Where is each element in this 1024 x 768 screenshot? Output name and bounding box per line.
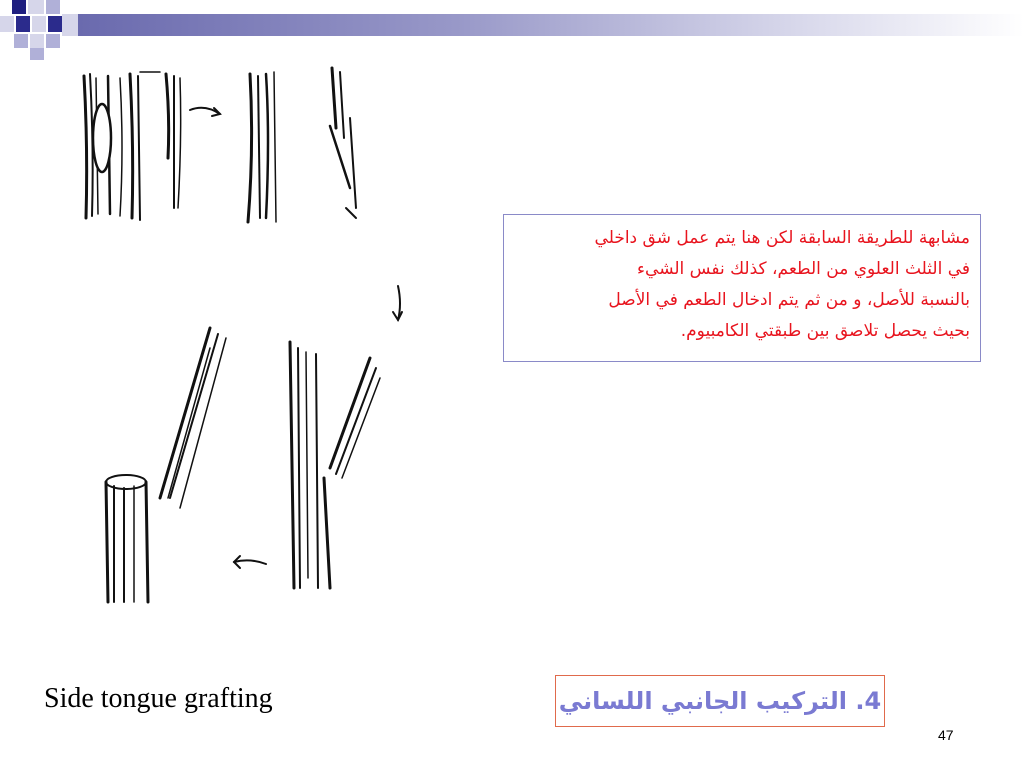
deco-square <box>30 48 44 60</box>
scion-piece <box>166 72 276 222</box>
deco-square <box>16 16 30 32</box>
deco-square <box>0 16 14 32</box>
page-number: 47 <box>938 727 954 743</box>
deco-square <box>46 34 60 48</box>
deco-square <box>12 0 26 14</box>
joined-graft-right <box>290 342 380 588</box>
deco-square <box>48 16 62 32</box>
wedge-piece <box>330 68 356 218</box>
description-line: في الثلث العلوي من الطعم، كذلك نفس الشيء <box>637 259 970 279</box>
arabic-title: 4. التركيب الجانبي اللساني <box>555 675 885 727</box>
deco-square <box>32 16 46 32</box>
header-decoration <box>0 0 1024 60</box>
joined-graft-left <box>106 328 226 602</box>
deco-square <box>46 0 60 14</box>
grafting-illustration-icon <box>80 58 410 608</box>
stock-with-cut <box>84 72 160 220</box>
description-line: مشابهة للطريقة السابقة لكن هنا يتم عمل شق داخلي <box>594 228 970 248</box>
description-line: بحيث يحصل تلاصق بين طبقتي الكامبيوم. <box>680 321 970 341</box>
deco-square <box>28 0 44 14</box>
deco-square <box>62 14 78 36</box>
english-caption: Side tongue grafting <box>44 683 273 714</box>
deco-square <box>30 34 44 48</box>
header-gradient-bar <box>78 14 1024 36</box>
deco-square <box>14 34 28 48</box>
description-line: بالنسبة للأصل، و من ثم يتم ادخال الطعم في الأصل <box>608 290 970 310</box>
description-box <box>503 214 981 362</box>
